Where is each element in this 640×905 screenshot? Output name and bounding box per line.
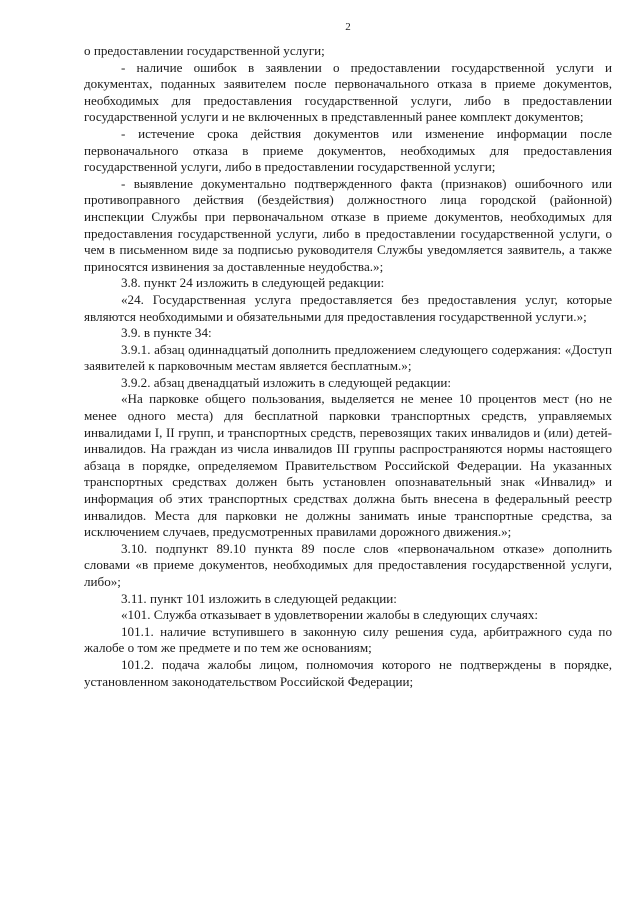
paragraph: 3.11. пункт 101 изложить в следующей редакции: bbox=[121, 590, 397, 606]
page-number: 2 bbox=[345, 21, 351, 33]
paragraph: «24. Государственная услуга предоставляется без предоставления услуг, которые являются необходимыми и обязательными для предоставления государственной услуги.»; bbox=[84, 291, 612, 324]
paragraph: - истечение срока действия документов или изменение информации после первоначального отказа в приеме документов, необходимых для предоставления государственной услуги, либо в предоставлении государственной услуги; bbox=[84, 125, 612, 175]
paragraph: - наличие ошибок в заявлении о предоставлении государственной услуги и документах, поданных заявителем после первоначального отказа в приеме документов, необходимых для предоставления государственной услуги, либо в предоставлении государственной услуги и не включенных в представленный ранее комплект документов; bbox=[84, 59, 612, 125]
paragraph: «На парковке общего пользования, выделяется не менее 10 процентов мест (но не менее одного места) для бесплатной парковки транспортных средств, управляемых инвалидами I, II групп, и транспортных средств, перевозящих таких инвалидов и (или) детей-инвалидов. На граждан из числа инвалидов III группы распространяются нормы настоящего абзаца в порядке, определяемом Правительством Российской Федерации. На указанных транспортных средствах должен быть установлен опознавательный знак «Инвалид» и информация об этих транспортных средствах должна быть внесена в федеральный реестр инвалидов. Места для парковки не должны занимать иные транспортные средства, за исключением случаев, предусмотренных правилами дорожного движения.»; bbox=[84, 391, 612, 540]
paragraph: «101. Служба отказывает в удовлетворении жалобы в следующих случаях: bbox=[121, 607, 539, 623]
paragraph: 101.1. наличие вступившего в законную силу решения суда, арбитражного суда по жалобе о том же предмете и по тем же основаниям; bbox=[84, 623, 612, 656]
paragraph: 3.10. подпункт 89.10 пункта 89 после слов «первоначальном отказе» дополнить словами «в приеме документов, необходимых для предоставления государственной услуги, либо»; bbox=[84, 540, 612, 589]
paragraph: - выявление документально подтвержденного факта (признаков) ошибочного или противоправного действия (бездействия) должностного лица городской (районной) инспекции Службы при первоначальном отказе в приеме документов, необходимых для предоставления государственной услуги, либо в предоставлении государственной услуги, о чем в письменном виде за подписью руководителя Службы уведомляется заявитель, а также приносятся извинения за доставленные неудобства.»; bbox=[84, 175, 612, 274]
paragraph: 3.8. пункт 24 изложить в следующей редакции: bbox=[121, 275, 385, 291]
paragraph: 3.9.2. абзац двенадцатый изложить в следующей редакции: bbox=[121, 374, 452, 390]
document-body bbox=[84, 43, 612, 690]
paragraph: 3.9.1. абзац одиннадцатый дополнить предложением следующего содержания: «Доступ заявителей к парковочным местам является бесплатным.»; bbox=[84, 341, 612, 374]
paragraph: о предоставлении государственной услуги; bbox=[84, 43, 325, 58]
paragraph: 101.2. подача жалобы лицом, полномочия которого не подтверждены в порядке, установленном законодательством Российской Федерации; bbox=[84, 656, 612, 689]
paragraph: 3.9. в пункте 34: bbox=[121, 325, 212, 341]
